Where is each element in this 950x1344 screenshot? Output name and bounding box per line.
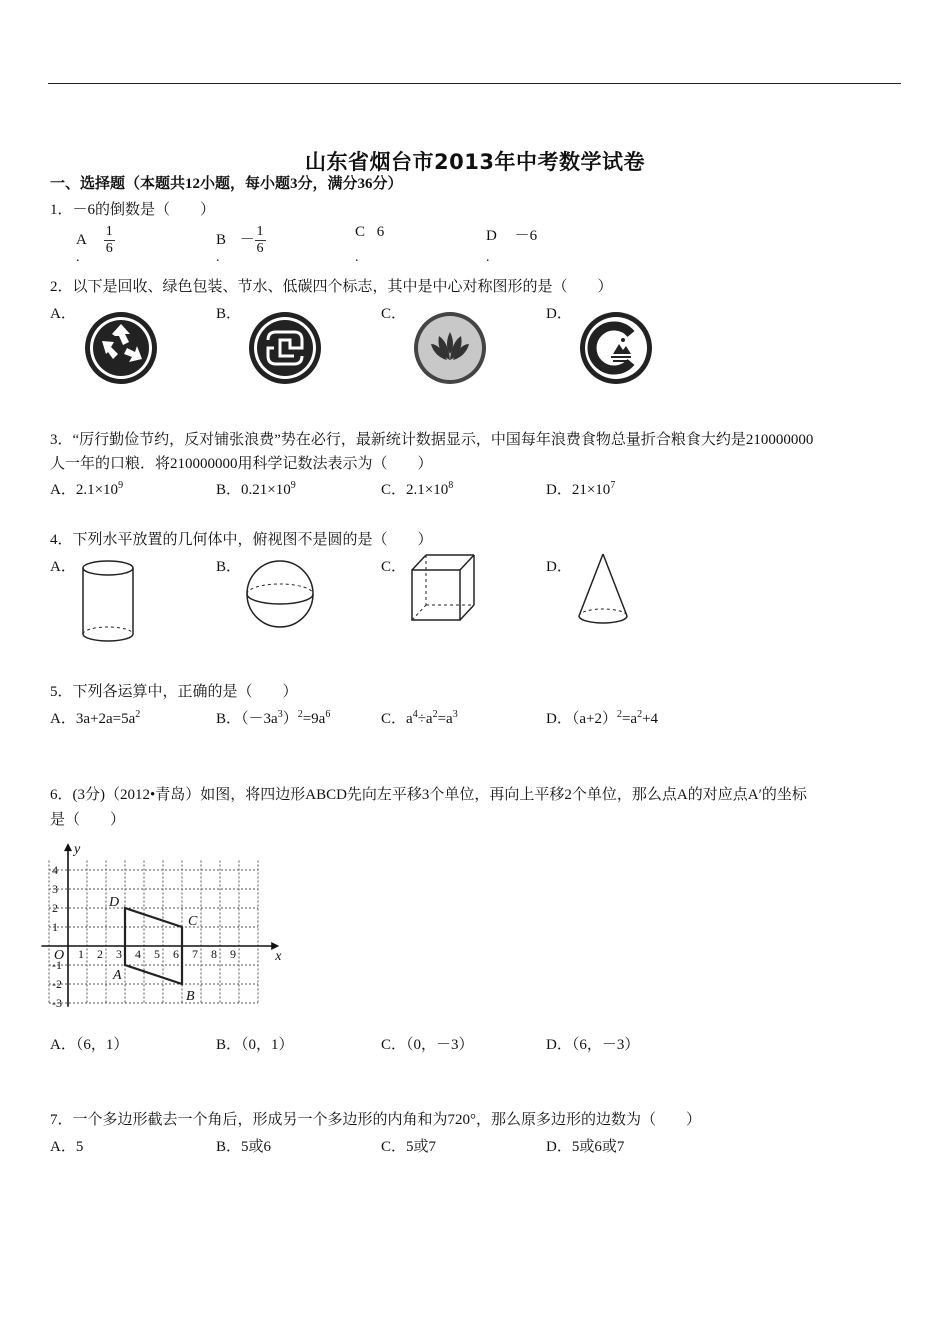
x-tick-label: 1 (78, 947, 84, 961)
q6-option-c[interactable] (381, 1033, 474, 1054)
q7-b-value: 5或6 (241, 1139, 272, 1155)
x-tick-label: 2 (97, 947, 103, 961)
green-package-logo-icon[interactable] (246, 310, 324, 386)
q1-option-b[interactable] (216, 224, 266, 257)
q5-d-exp-2: 2 (637, 709, 643, 720)
q3-a-base: 2.1×10 (75, 482, 119, 498)
cylinder-shape-icon[interactable] (80, 558, 136, 644)
y-tick-label: -1 (52, 958, 62, 972)
y-axis-arrow (64, 843, 72, 851)
q5-b-exp-2: 2 (297, 709, 303, 720)
q5-c-part-3: =a (437, 711, 453, 727)
q5-option-a[interactable] (50, 707, 140, 728)
coordinate-grid (48, 838, 282, 1018)
q5-c-label: C． (381, 711, 407, 727)
q5-a-label: A． (50, 711, 76, 727)
q1-d-dot: . (486, 250, 490, 265)
y-tick-label: 2 (52, 901, 58, 915)
q1-b-numerator: 1 (256, 224, 264, 239)
q3-option-b[interactable] (216, 478, 296, 499)
recycle-logo-icon[interactable] (82, 310, 160, 386)
q3-option-a[interactable] (50, 478, 123, 499)
cone-shape-icon[interactable] (576, 552, 630, 626)
x-tick-label: 7 (192, 947, 198, 961)
q1-a-numerator: 1 (105, 224, 113, 239)
q7-option-c[interactable] (381, 1135, 436, 1156)
q1-c-label: C (355, 224, 366, 240)
question-2-stem: 2．以下是回收、绿色包装、节水、低碳四个标志，其中是中心对称图形的是（ ） (50, 279, 613, 295)
q6-c-value: （0，－3） (406, 1037, 474, 1053)
q3-a-exponent: 9 (118, 480, 124, 491)
q2-label-c[interactable]: C． (381, 306, 407, 322)
x-axis-label: x (275, 949, 282, 964)
x-tick-label: 4 (135, 947, 141, 961)
q3-d-exponent: 7 (610, 480, 616, 491)
q4-label-a[interactable]: A． (50, 559, 76, 575)
q1-option-a[interactable] (76, 224, 115, 257)
cube-shape-icon[interactable] (410, 552, 476, 624)
x-tick-label: 3 (116, 947, 122, 961)
vertex-label-a: A (113, 968, 122, 983)
q6-option-d[interactable] (546, 1033, 639, 1054)
q6-b-label: B． (216, 1037, 242, 1053)
q7-a-label: A． (50, 1139, 76, 1155)
water-saving-logo-icon[interactable] (411, 310, 489, 386)
question-6-line-2: 是（ ） (50, 812, 126, 828)
q3-c-exponent: 8 (448, 480, 454, 491)
q5-c-exp-1: 4 (412, 709, 418, 720)
question-5-stem: 5．下列各运算中，正确的是（ ） (50, 684, 298, 700)
grid-axes (41, 843, 279, 1007)
q1-d-label: D (486, 228, 497, 244)
section-heading: 一、选择题（本题共12小题，每小题3分，满分36分） (50, 176, 403, 192)
vertex-label-c: C (188, 914, 198, 929)
q7-option-b[interactable] (216, 1135, 271, 1156)
question-3-line-2: 人一年的口粮．将210000000用科学记数法表示为（ ） (50, 456, 433, 472)
q6-c-label: C． (381, 1037, 407, 1053)
q5-c-exp-2: 2 (432, 709, 438, 720)
q7-option-d[interactable] (546, 1135, 624, 1156)
q1-a-dot: . (76, 250, 80, 265)
y-axis-label: y (74, 842, 81, 858)
q6-d-label: D． (546, 1037, 572, 1053)
q5-option-d[interactable] (546, 707, 658, 728)
q5-b-part-1: （－3a (241, 711, 278, 727)
q3-b-exponent: 9 (290, 480, 296, 491)
q5-a-exp-1: 2 (135, 709, 141, 720)
q2-label-b[interactable]: B． (216, 306, 242, 322)
q5-b-label: B． (216, 711, 242, 727)
q6-d-value: （6，－3） (571, 1037, 640, 1053)
page-title: 山东省烟台市2013年中考数学试卷 (305, 150, 645, 174)
q6-a-value: （6，1） (75, 1037, 129, 1053)
x-tick-label: 9 (230, 947, 236, 961)
q1-b-denominator: 6 (256, 241, 264, 256)
q2-label-d[interactable]: D． (546, 306, 572, 322)
vertex-label-d: D (109, 895, 120, 910)
origin-label: O (54, 948, 65, 963)
q5-d-label: D． (546, 711, 572, 727)
y-tick-label: 1 (52, 920, 58, 934)
q7-b-label: B． (216, 1139, 242, 1155)
question-3-line-1: 3．“厉行勤俭节约，反对铺张浪费”势在必行，最新统计数据显示，中国每年浪费食物总量折合粮食大约是210000000 (50, 432, 814, 448)
q1-d-value: －6 (514, 228, 538, 244)
q6-option-b[interactable] (216, 1033, 294, 1054)
q5-b-exp-1: 3 (277, 709, 283, 720)
sphere-shape-icon[interactable] (243, 558, 317, 630)
question-1-stem: 1．－6的倒数是（ ） (50, 202, 216, 218)
q7-c-value: 5或7 (406, 1139, 437, 1155)
q3-c-base: 2.1×10 (406, 482, 449, 498)
question-7-stem: 7．一个多边形截去一个角后，形成另一个多边形的内角和为720°，那么原多边形的边数为（ ） (50, 1112, 702, 1128)
q7-a-value: 5 (75, 1139, 84, 1155)
q3-d-base: 21×10 (571, 482, 611, 498)
q6-option-a[interactable] (50, 1033, 128, 1054)
q1-b-fraction (255, 224, 266, 257)
q1-b-dot: . (216, 250, 220, 265)
q7-c-label: C． (381, 1139, 407, 1155)
q5-c-part-1: a (406, 711, 413, 727)
grid-lines (49, 861, 258, 1004)
x-tick-label: 6 (173, 947, 179, 961)
q4-label-c[interactable]: C． (381, 559, 407, 575)
y-tick-label: 3 (52, 882, 58, 896)
question-4-stem: 4．下列水平放置的几何体中，俯视图不是圆的是（ ） (50, 532, 433, 548)
q7-d-label: D． (546, 1139, 572, 1155)
q1-c-value: 6 (376, 224, 385, 240)
q5-a-part-1: 3a+2a=5a (75, 711, 136, 727)
q3-b-base: 0.21×10 (241, 482, 291, 498)
q3-b-label: B． (216, 482, 242, 498)
q5-option-c[interactable] (381, 707, 458, 728)
q1-option-c[interactable] (355, 224, 384, 241)
x-tick-label: 5 (154, 947, 160, 961)
y-tick-label: -2 (52, 977, 62, 991)
q1-b-sign: － (239, 231, 255, 248)
q5-c-part-2: ÷a (417, 711, 433, 727)
header-rule (48, 83, 901, 84)
q3-a-label: A． (50, 482, 76, 498)
q6-a-label: A． (50, 1037, 76, 1053)
q1-a-fraction (104, 224, 115, 257)
q5-option-b[interactable] (216, 707, 330, 728)
q1-a-label: A (76, 231, 87, 248)
q7-d-value: 5或6或7 (571, 1139, 625, 1155)
y-tick-label: 4 (52, 863, 58, 877)
q5-d-exp-1: 2 (616, 709, 622, 720)
vertex-label-b: B (186, 989, 195, 1004)
q1-option-d[interactable] (486, 224, 537, 245)
q1-c-dot: . (355, 250, 359, 265)
q5-d-part-3: +4 (642, 711, 659, 727)
q3-option-c[interactable] (381, 478, 453, 499)
question-6-line-1: 6．(3分)（2012•青岛）如图，将四边形ABCD先向左平移3个单位，再向上平移2个单位，那么点A的对应点A′的坐标 (50, 787, 807, 803)
q5-d-part-1: （a+2） (571, 711, 617, 727)
q4-label-d[interactable]: D． (546, 559, 572, 575)
q5-b-part-3: =9a (302, 711, 326, 727)
q3-option-d[interactable] (546, 478, 615, 499)
q5-d-part-2: =a (621, 711, 638, 727)
q2-label-a[interactable]: A． (50, 306, 76, 322)
low-carbon-logo-icon[interactable] (577, 310, 655, 386)
q5-c-exp-3: 3 (452, 709, 458, 720)
q1-a-denominator: 6 (105, 241, 113, 256)
q5-b-exp-3: 6 (325, 709, 331, 720)
q6-b-value: （0，1） (241, 1037, 294, 1053)
q3-d-label: D． (546, 482, 572, 498)
q1-b-label: B (216, 231, 227, 248)
y-tick-label: -3 (52, 996, 62, 1010)
q4-label-b[interactable]: B． (216, 559, 242, 575)
q5-b-part-2: ） (282, 711, 298, 727)
q7-option-a[interactable] (50, 1135, 83, 1156)
q3-c-label: C． (381, 482, 407, 498)
x-tick-label: 8 (211, 947, 217, 961)
